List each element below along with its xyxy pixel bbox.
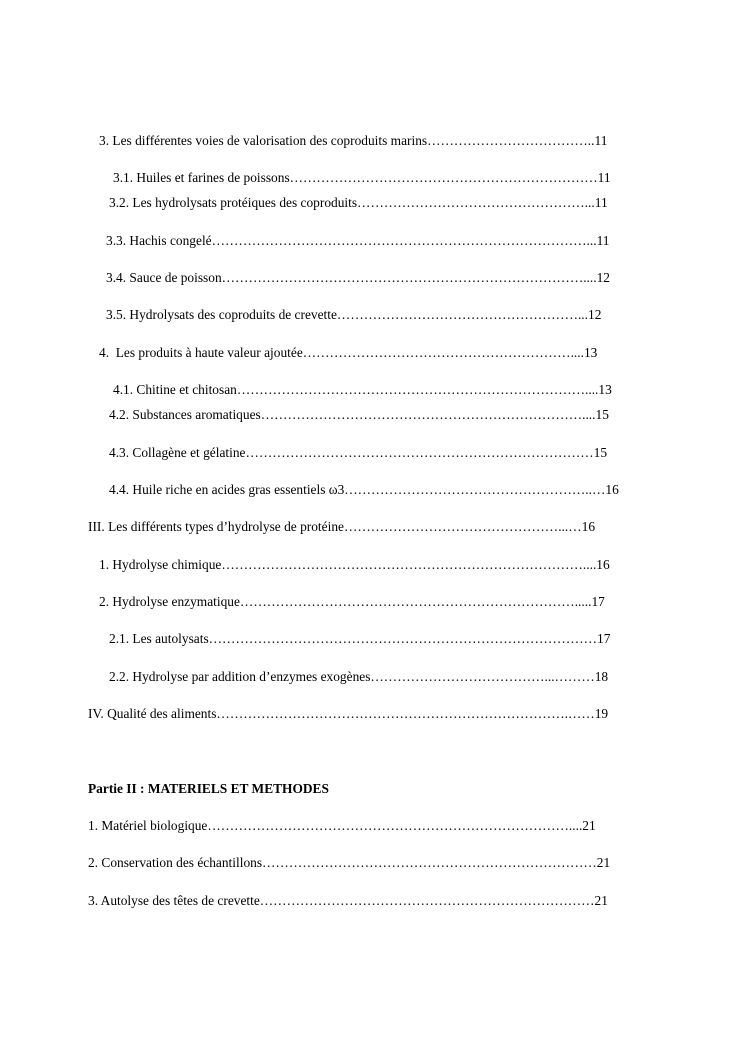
part-title: Partie II : MATERIELS ET METHODES [88,781,329,796]
toc-entry: 3. Autolyse des têtes de crevette…………………………………………………………………21 [88,893,608,908]
toc-entry: 1. Matériel biologique………………………………………………………………………....21 [88,818,596,833]
toc-entry: 2. Hydrolyse enzymatique………………………………………………………………….....17 [99,594,605,609]
toc-entry: 2.2. Hydrolyse par addition d’enzymes exogènes…………………………………...………18 [109,669,609,684]
toc-entry: 3.2. Les hydrolysats protéiques des coproduits……………………………………………...11 [109,195,608,210]
toc-entry: 3.5. Hydrolysats des coproduits de crevette………………………………………………...12 [106,307,602,322]
toc-entry: 4.1. Chitine et chitosan……………………………………………………………………....13 [113,382,612,397]
toc-entry: 3. Les différentes voies de valorisation des coproduits marins………………………………..11 [99,133,608,148]
toc-entry: 1. Hydrolyse chimique………………………………………………………………………....16 [99,557,610,572]
toc-entry: 2.1. Les autolysats……………………………………………………………………………17 [109,631,611,646]
toc-entry: III. Les différents types d’hydrolyse de protéine…………………………………………...…16 [88,519,596,534]
toc-entry: IV. Qualité des aliments…………………………………………………………………….……19 [88,706,609,721]
toc-entry: 4. Les produits à haute valeur ajoutée……………………………………………………....13 [99,345,598,360]
toc-entry: 4.4. Huile riche en acides gras essentiels ω3………………………………………………..…16 [109,482,619,497]
toc-entry: 3.1. Huiles et farines de poissons……………………………………………………………11 [113,170,611,185]
toc-entry: 2. Conservation des échantillons…………………………………………………………………21 [88,855,611,870]
toc-entry: 4.2. Substances aromatiques………………………………………………………………....15 [109,407,609,422]
toc-entry: 3.4. Sauce de poisson………………………………………………………………………....12 [106,270,610,285]
toc-entry: 4.3. Collagène et gélatine……………………………………………………………………15 [109,445,608,460]
toc-entry: 3.3. Hachis congelé…………………………………………………………………………...11 [106,233,610,248]
